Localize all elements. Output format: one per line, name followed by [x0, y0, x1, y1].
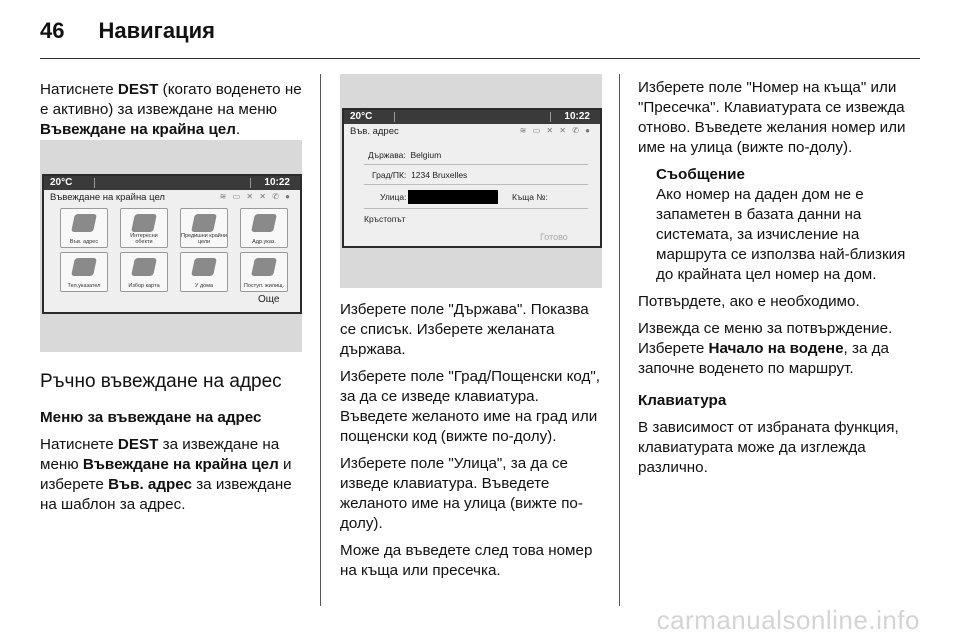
book-icon	[251, 214, 277, 232]
map-icon	[131, 258, 157, 276]
map-icon	[71, 214, 97, 232]
column-1	[40, 80, 306, 147]
map-pin-icon	[191, 214, 217, 232]
menu-item: Начало на водене	[708, 340, 844, 357]
watermark: carmanualsonline.info	[656, 605, 920, 635]
status-bar	[44, 176, 300, 190]
tile-recent[interactable]: Поступ. жилищ.	[240, 252, 288, 292]
chapter-title: Навигация	[98, 18, 215, 43]
paragraph: Натиснете DEST за извеждане на меню Въвеждане на крайна цел и изберете Във. адрес за извеждане на шаблон за адрес.	[40, 436, 292, 513]
tile-home[interactable]: У дома	[180, 252, 228, 292]
house-number-field[interactable]: Къща №:	[512, 192, 548, 202]
paragraph: Изберете поле "Град/Пощенски код", за да се изведе клавиатура. Въведете желаното име на град или пощенски код (вижте по-долу).	[340, 368, 600, 445]
column-3	[638, 78, 910, 485]
status-icons: ≋ ▭ ✕ ✕ ✆ ●	[219, 192, 292, 201]
column-divider	[320, 74, 321, 606]
tile-phone-book[interactable]: Тел.указател	[60, 252, 108, 292]
temperature: 20°C	[350, 111, 373, 122]
street-label: Улица:	[380, 192, 407, 202]
paragraph: Потвърдете, ако е необходимо.	[638, 293, 860, 310]
header-rule	[40, 58, 920, 59]
crossing-field[interactable]: Кръстопът	[364, 214, 406, 224]
clock: 10:22	[264, 177, 290, 188]
temperature: 20°C	[50, 177, 73, 188]
clock: 10:22	[564, 111, 590, 122]
destination-screen	[42, 174, 302, 314]
tile-select-map[interactable]: Избор карта	[120, 252, 168, 292]
paragraph: В зависимост от избраната функция, клавиатурата може да изглежда различно.	[638, 419, 899, 476]
note-text: Ако номер на даден дом не е запаметен в базата данни на системата, за изчисление на маршрута се използва най-близкия до крайната цел номер на дом.	[656, 186, 906, 283]
menu-name: Въвеждане на крайна цел	[82, 456, 279, 473]
book-icon	[71, 258, 97, 276]
subsection-title: Меню за въвеждане на адрес	[40, 409, 262, 426]
paragraph: Може да въведете след това номер на къща или пресечка.	[340, 542, 593, 579]
paragraph: Изберете поле "Номер на къща" или "Пресечка". Клавиатурата се извежда отново. Въведете желания номер или име на улица (вижте по-долу).	[638, 79, 906, 156]
paragraph: Изберете поле "Държава". Показва се списък. Изберете желаната държава.	[340, 301, 589, 358]
status-bar	[344, 110, 600, 124]
tile-poi[interactable]: Интересни обекти	[120, 208, 168, 248]
tile-address-entry[interactable]: Във. адрес	[60, 208, 108, 248]
note-title: Съобщение	[656, 166, 745, 183]
subsection-title: Клавиатура	[638, 392, 727, 409]
menu-item: Във. адрес	[108, 476, 192, 493]
column-2	[340, 300, 606, 588]
page-header	[40, 18, 215, 44]
column-1-section	[40, 370, 306, 522]
map-icon	[131, 214, 157, 232]
column-divider	[619, 74, 620, 606]
tile-address-book[interactable]: Адр.указ.	[240, 208, 288, 248]
done-button[interactable]: Готово	[540, 232, 568, 242]
street-field[interactable]	[408, 190, 498, 204]
address-entry-screen	[342, 108, 602, 248]
screenshot-destination-menu	[40, 140, 302, 352]
note-box	[638, 165, 910, 285]
country-field[interactable]: Държава: Belgium	[368, 150, 442, 160]
paragraph: Изберете поле "Улица", за да се изведе клавиатура. Въведете желаното име на улица (вижте по-долу).	[340, 455, 583, 532]
screenshot-address-entry	[340, 74, 602, 288]
map-icon	[251, 258, 277, 276]
screen-title: Във. адрес	[350, 126, 399, 137]
section-title: Ръчно въвеждане на адрес	[40, 371, 282, 392]
city-field[interactable]: Град/ПК: 1234 Bruxelles	[372, 170, 468, 180]
menu-name: Въвеждане на крайна цел	[40, 121, 236, 138]
tile-previous-destinations[interactable]: Предишни крайни цели	[180, 208, 228, 248]
more-button[interactable]: Още	[258, 294, 280, 305]
dest-key: DEST	[117, 436, 159, 453]
home-icon	[191, 258, 217, 276]
status-icons: ≋ ▭ ✕ ✕ ✆ ●	[519, 126, 592, 135]
page-number: 46	[40, 18, 65, 43]
screen-title: Въвеждане на крайна цел	[50, 192, 165, 203]
intro-paragraph: Натиснете DEST (когато воденето не е активно) за извеждане на меню Въвеждане на крайна цел.	[40, 81, 302, 138]
dest-key: DEST	[117, 81, 159, 98]
paragraph: Извежда се меню за потвърждение. Изберете Начало на водене, за да започне воденето по маршрут.	[638, 320, 893, 377]
